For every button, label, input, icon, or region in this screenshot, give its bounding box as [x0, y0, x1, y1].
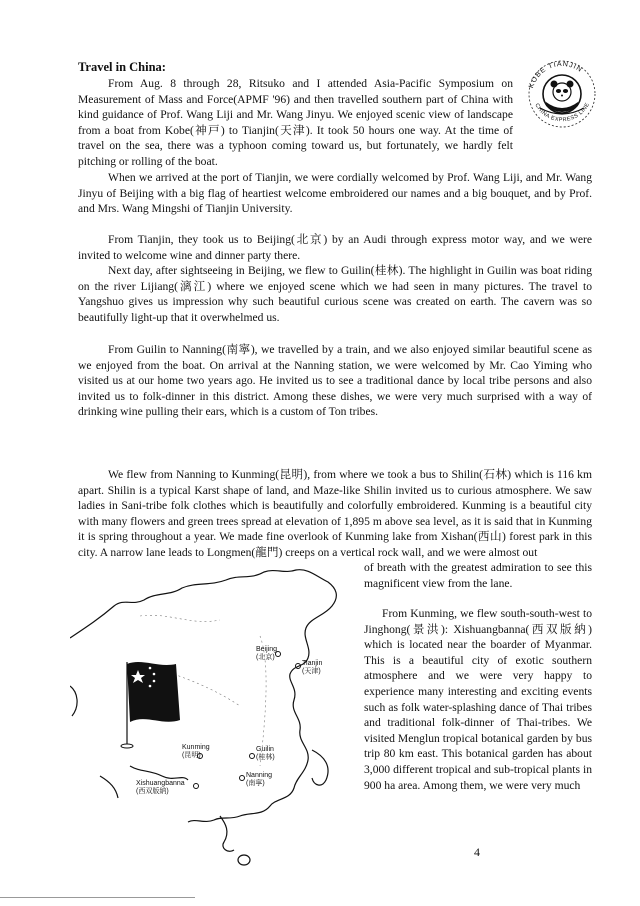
article-title: Travel in China: [78, 60, 166, 74]
right-column-paragraph-1: of breath with the greatest admiration to see this magnificent view from the lane. [364, 561, 592, 590]
map-label-kunming: Kunming (昆明) [182, 744, 210, 759]
right-column-paragraph-2: From Kunming, we flew south-south-west to Jinghong(景洪): Xishuangbanna(西双版納) which is located near the boarder of Myanmar. This is a beautiful city of exotic southern atmosphere and we were very happy to experience many interesting and exciting events such as folk water-splashing dance of Thai tribes and traditional folk-dinner of Thai-tribes. We visited Menglun tropical botanical garden by bus trip 80 km east. This botanical garden has about 3,000 different tropical and sub-tropical plants in 900 ha area. Among them, we were very much [364, 607, 592, 792]
map-label-xishuangbanna: Xishuangbanna (西双版納) [136, 780, 185, 795]
china-flag-icon [121, 662, 180, 748]
page-number: 4 [474, 845, 480, 859]
map-label-beijing: Beijing (北京) [256, 646, 278, 661]
china-route-map [70, 566, 356, 866]
paragraph-4: Next day, after sightseeing in Beijing, we flew to Guilin(桂林). The highlight in Guilin was boat riding on the river Lijiang(漓江) where we enjoyed scene which we had seen in many pictures. The travel to Yangshuo gives us impression why such beautiful curious scene was created on earth. The cavern was so beautifully light-up that it overwhelmed us. [78, 264, 592, 324]
nanning-marker [240, 776, 245, 781]
map-label-tianjin: Tianjin (天津) [302, 660, 323, 675]
paragraph-1: From Aug. 8 through 28, Ritsuko and I attended Asia-Pacific Symposium on Measurement of Mass and Force(APMF '96) and then travelled southern part of China with kind guidance of Prof. Wang Liji and Mr. Wang Jinyu. We enjoyed scenic view of landscape from a boat from Kobe(神戸) to Tianjin(天津). It took 50 hours one way. At the time of travel on the sea, there was a typhoon coming toward us, but fortunately, we hardly felt pitching or rolling of the boat. [78, 77, 513, 168]
paragraph-6: We flew from Nanning to Kunming(昆明), from where we took a bus to Shilin(石林) which is 116 km apart. Shilin is a typical Karst shape of land, and Maze-like Shilin invited us to curious atmosphere. We saw ladies in Sani-tribe folk clothes which is beautifully and colorfully embroidered. Kunming is a beautiful city with many flowers and green trees spread at elevation of 1,895 m above sea level, as it is said that in Kunming it is spring throughout a year. We made fine overlook of Kunming lake from Xishan(西山) forest park in this city. A narrow lane leads to Longmen(龍門) creeps on a vertical rock wall, and we were almost out [78, 468, 592, 559]
logo-text-top: KOBE TIANJIN [528, 60, 584, 90]
map-label-guilin: Guilin (桂林) [256, 746, 275, 761]
ferry-line-logo [522, 56, 602, 134]
china-outline-drawing [70, 566, 356, 866]
paragraph-5: From Guilin to Nanning(南寧), we travelled by a train, and we also enjoyed similar beautiful scene as we enjoyed from the boat. On arrival at the Nanning station, we were welcomed by Mr. Cao Yiming who visited us at our home two years ago. He invited us to see a traditional dance by local tribe persons and also invited us to folk-dinner in this district. Among these dishes, we were very much surprised with a way of drinking wine pulling their ears, which is a custom of Ton tribes. [78, 343, 592, 419]
paragraph-3: From Tianjin, they took us to Beijing(北京) by an Audi through express motor way, and we were invited to welcome wine and dinner party there. [78, 233, 592, 262]
map-label-nanning: Nanning (南寧) [246, 772, 273, 787]
paragraph-2: When we arrived at the port of Tianjin, we were cordially welcomed by Prof. Wang Liji, and Mr. Wang Jinyu of Beijing with a big flag of heartiest welcome embroidered our names and a big bouquet, and by Prof. and Mrs. Wang Mingshi of Tianjin University. [78, 171, 592, 216]
guilin-marker [250, 754, 255, 759]
xishuangbanna-marker [194, 784, 199, 789]
scan-edge-line [0, 897, 195, 898]
logo-text-bottom: CHINA EXPRESS LINE [533, 101, 592, 124]
